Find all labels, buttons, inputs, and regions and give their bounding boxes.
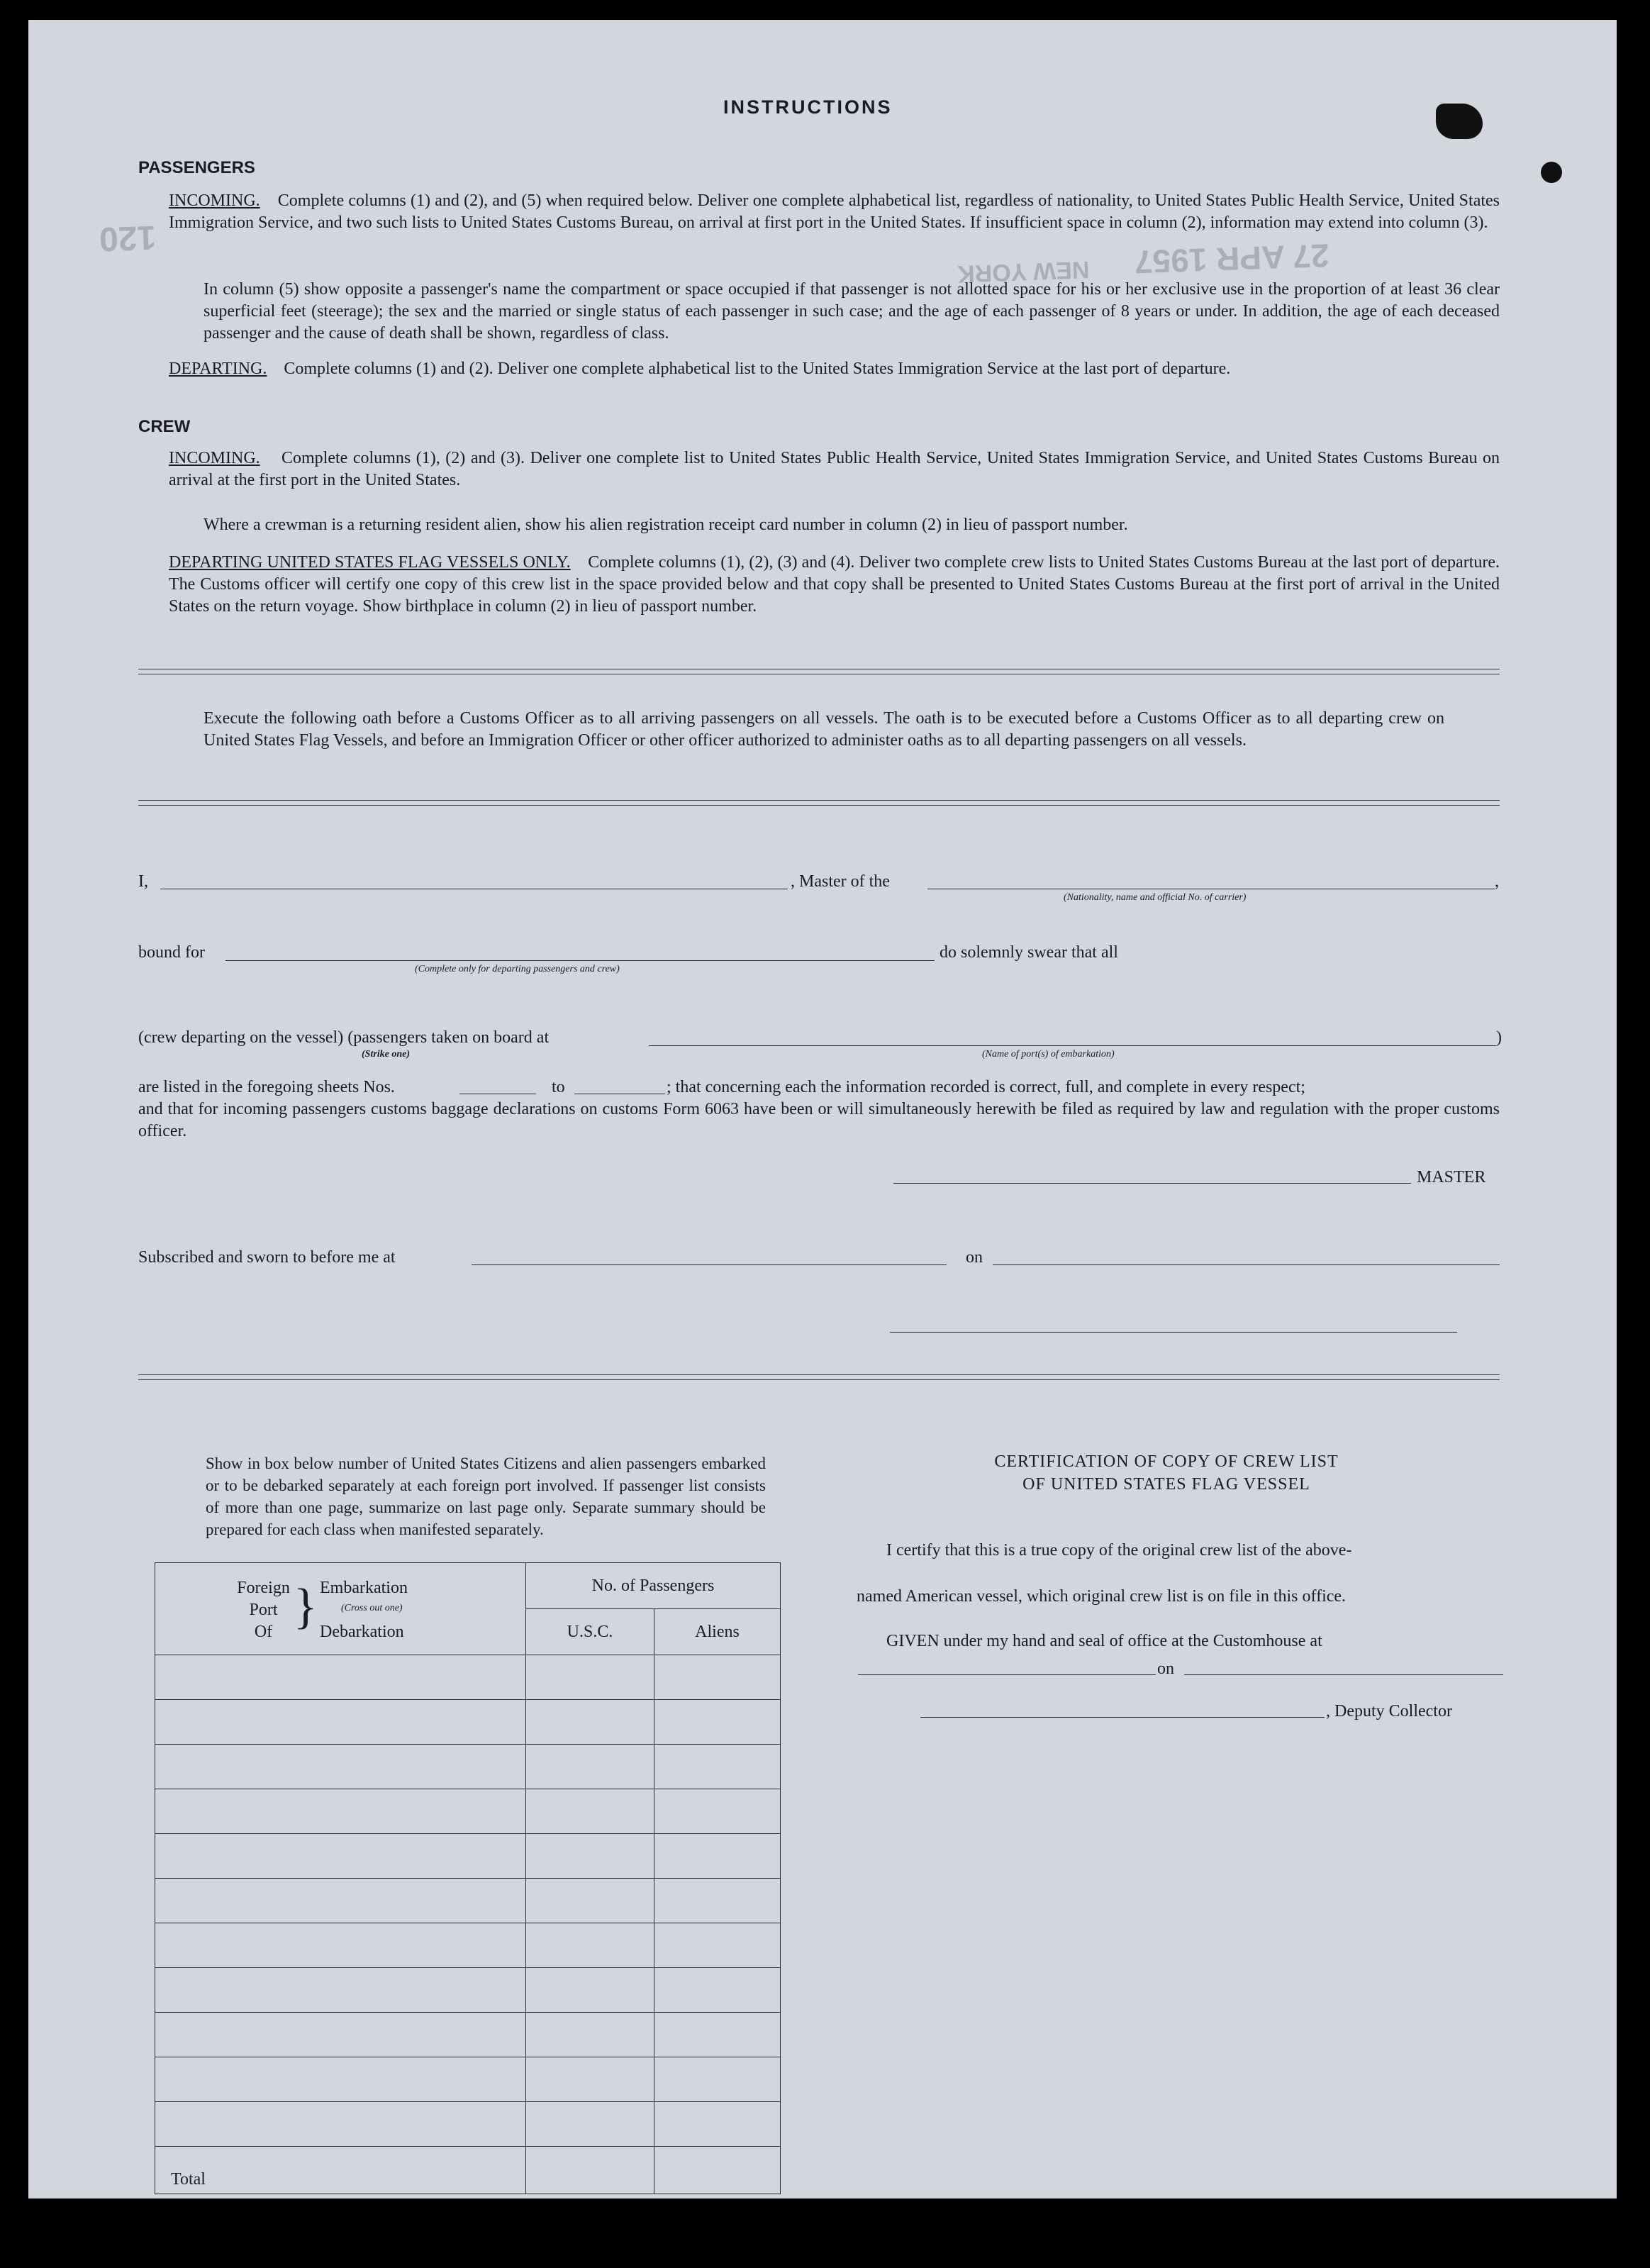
divider bbox=[138, 669, 1500, 674]
aliens-cell[interactable] bbox=[654, 1655, 781, 1700]
listed-label: are listed in the foregoing sheets Nos. bbox=[138, 1078, 395, 1096]
crew-departing-label: DEPARTING UNITED STATES FLAG VESSELS ONLY. bbox=[169, 553, 571, 572]
bound-for-label: bound for bbox=[138, 943, 205, 962]
aliens-cell[interactable] bbox=[654, 2102, 781, 2147]
divider bbox=[138, 1374, 1500, 1380]
aliens-header: Aliens bbox=[654, 1609, 781, 1655]
aliens-cell[interactable] bbox=[654, 1789, 781, 1834]
passengers-column5-paragraph: In column (5) show opposite a passenger's name the compartment or space occupied if that passenger is not allotted space for his or her exclusive use in the proportion of at least 36 clear superficial feet (steerage); the sex and the married or single status of each passenger in such case; and the age of each passenger of 8 years or under. In addition, the age of each deceased passenger and the cause of death shall be shown, regardless of class. bbox=[204, 280, 1500, 343]
embarkation-port-field[interactable] bbox=[649, 1045, 1496, 1046]
crew-departing-text: Complete columns (1), (2), (3) and (4). Deliver two complete crew lists to United States Customs Bureau at the last port of departure. The Customs officer will certify one copy of this crew list in the space provided below and that copy shall be presented to United States Customs Bureau at the first port of arrival in the United States on the return voyage. Show birthplace in column (2) in lieu of passport number. bbox=[169, 553, 1500, 616]
embarkation-label: Embarkation bbox=[320, 1579, 408, 1597]
passenger-summary-table bbox=[155, 1562, 781, 2194]
carrier-hint: (Nationality, name and official No. of carrier) bbox=[1064, 892, 1247, 903]
port-cell[interactable] bbox=[155, 2057, 526, 2102]
swear-label: do solemnly swear that all bbox=[940, 943, 1118, 962]
sworn-date-field[interactable] bbox=[993, 1264, 1500, 1265]
usc-cell[interactable] bbox=[526, 1745, 654, 1789]
port-header-cell bbox=[155, 1563, 526, 1655]
usc-cell[interactable] bbox=[526, 2102, 654, 2147]
of-word: Of bbox=[254, 1623, 273, 1641]
brace: } bbox=[294, 1579, 318, 1634]
ghost-stamp-date: 27 APR 1957 bbox=[1134, 237, 1330, 281]
ghost-page-number: 120 bbox=[99, 218, 157, 258]
aliens-cell[interactable] bbox=[654, 1745, 781, 1789]
ink-blot bbox=[1436, 104, 1483, 139]
customhouse-field[interactable] bbox=[858, 1674, 1156, 1675]
master-of-label: , Master of the bbox=[791, 872, 890, 891]
oath-i-label: I, bbox=[138, 872, 148, 891]
certify-line-2: named American vessel, which original crew list is on file in this office. bbox=[857, 1587, 1347, 1606]
usc-header: U.S.C. bbox=[526, 1609, 654, 1655]
port-cell[interactable] bbox=[155, 1655, 526, 1700]
aliens-cell[interactable] bbox=[654, 1879, 781, 1923]
aliens-cell[interactable] bbox=[654, 2013, 781, 2057]
correct-statement: ; that concerning each the information recorded is correct, full, and complete in every respect; bbox=[667, 1078, 1305, 1096]
to-label: to bbox=[552, 1078, 565, 1096]
certify-date-field[interactable] bbox=[1184, 1674, 1503, 1675]
aliens-cell[interactable] bbox=[654, 1968, 781, 2013]
deputy-collector-field[interactable] bbox=[920, 1717, 1325, 1718]
port-cell[interactable] bbox=[155, 2013, 526, 2057]
port-cell[interactable] bbox=[155, 1923, 526, 1968]
foreign-port-label bbox=[233, 1577, 294, 1643]
no-of-passengers-header: No. of Passengers bbox=[526, 1563, 781, 1609]
given-line: GIVEN under my hand and seal of office at the Customhouse at bbox=[886, 1632, 1322, 1650]
port-cell[interactable] bbox=[155, 1879, 526, 1923]
port-cell[interactable] bbox=[155, 1700, 526, 1745]
aliens-cell[interactable] bbox=[654, 1923, 781, 1968]
strike-one-hint: (Strike one) bbox=[362, 1049, 411, 1060]
passengers-departing-paragraph bbox=[169, 358, 1500, 380]
port-cell[interactable] bbox=[155, 1745, 526, 1789]
sworn-on-label: on bbox=[966, 1248, 983, 1267]
document-page: 27 APR 1957 NEW YORK 120 INSTRUCTIONS PASSENGERS INCOMING. Complete columns (1) and (2), and (5) when required below. Deliver one complete alphabetical list, regardless of nationality, to United States Public Health Service, United States Immigration Service, and two such lists to United States Customs Bureau, on arrival at first port in the United States. If insufficient space in column (2), information may extend into column (3). In column (5) show opposite a passenger's name the compartment or space occupied if that passenger is not allotted space for his or her exclusive use in the proportion of at least 36 clear superficial feet (steerage); the sex and the married or single status of each passenger in such case; and the age of each passenger of 8 years or under. In addition, the age of each deceased passenger and the cause of death shall be shown, regardless of class. DEPARTING. Complete columns (1) and (2). Deliver one complete alphabetical list to the United States Immigration Service at the last port of departure. CREW INCOMING. Complete columns (1), (2) and (3). Deliver one complete list to United States Public Health Service, United States Immigration Service, and United States Customs Bureau on arrival at the first port in the United States. Where a crewman is a returning resident alien, show his alien registration receipt card number in column (2) in lieu of passport number. DEPARTING UNITED STATES FLAG VESSELS ONLY. Complete columns (1), (2), (3) and (4). Deliver two complete crew lists to United States Customs Bureau at the last port of departure. The Customs officer will certify one copy of this crew list in the space provided below and that copy shall be presented to United States Customs Bureau at the first port of arrival in the United States on the return voyage. Show birthplace in column (2) in lieu of passport number. Execute the following oath before a Customs Officer as to all arriving passengers on all vessels. The oath is to be executed before a Customs Officer as to all departing crew on United States Flag Vessels, and before an Immigration Officer or other officer authorized to administer oaths as to all departing passengers on all vessels. I, , Master of the , (Nationality, name and official No. of carrier) bound for do solemnly swear that all (Complete only for departing passengers and crew) (crew departing on the vessel) (passengers taken on board at ) (Strike one) (Name of port(s) of embarkation) are listed in the foregoing sheets Nos. to ; that concerning each the information recorded is correct, full, and complete in every respect; and that for incoming passengers customs baggage declarations on customs Form 6063 have been or will simultaneously herewith be filed as required by law and regulation with the proper customs officer. MASTER Subscribed and sworn to before me at on Show in box below number of United States Citizens and alien passengers embarked or to be debarked separately at each foreign port involved. If passenger list consists of more than one page, summarize on last page only. Separate summary should be prepared for each class when manifested separately. Foreign Port Of } Embarkation (Cross out one) Debarkation No. of Passengers U.S.C. Aliens Total CERTIFICATION OF COPY OF CREW LIST OF UNITED STATES FLAG VESSEL I certify that this is a true copy of the original crew list of the above- named American vessel, which original crew list is on file in this office. GIVEN under my hand and seal of office at the Customhouse at on , Deputy Collector bbox=[28, 20, 1617, 2198]
usc-cell[interactable] bbox=[526, 1879, 654, 1923]
usc-cell[interactable] bbox=[526, 1923, 654, 1968]
passengers-incoming-label: INCOMING. bbox=[169, 191, 260, 210]
usc-cell[interactable] bbox=[526, 2057, 654, 2102]
ghost-stamp-city: NEW YORK bbox=[957, 255, 1091, 288]
foreign-word: Foreign bbox=[237, 1579, 290, 1597]
port-word: Port bbox=[249, 1601, 278, 1619]
summary-instructions: Show in box below number of United States Citizens and alien passengers embarked or to be debarked separately at each foreign port involved. If passenger list consists of more than one page, summarize on last page only. Separate summary should be prepared for each class when manifested separately. bbox=[206, 1455, 766, 1538]
aliens-cell[interactable] bbox=[654, 2057, 781, 2102]
usc-cell[interactable] bbox=[526, 1655, 654, 1700]
total-label: Total bbox=[155, 2147, 526, 2194]
port-cell[interactable] bbox=[155, 2102, 526, 2147]
baggage-statement: and that for incoming passengers customs baggage declarations on customs Form 6063 have been or will simultaneously herewith be filed as required by law and regulation with the proper customs officer. bbox=[138, 1100, 1500, 1140]
bound-for-field[interactable] bbox=[225, 960, 935, 961]
deputy-collector-label: , Deputy Collector bbox=[1326, 1702, 1452, 1721]
port-cell[interactable] bbox=[155, 1968, 526, 2013]
usc-total-cell[interactable] bbox=[526, 2147, 654, 2194]
usc-cell[interactable] bbox=[526, 1834, 654, 1879]
page-title: INSTRUCTIONS bbox=[723, 96, 893, 118]
bound-hint: (Complete only for departing passengers and crew) bbox=[415, 964, 620, 974]
certify-on-label: on bbox=[1157, 1660, 1174, 1678]
aliens-cell[interactable] bbox=[654, 1700, 781, 1745]
certification-title-2: OF UNITED STATES FLAG VESSEL bbox=[1022, 1475, 1310, 1494]
aliens-cell[interactable] bbox=[654, 1834, 781, 1879]
passengers-departing-text: Complete columns (1) and (2). Deliver one complete alphabetical list to the United States Immigration Service at the last port of departure. bbox=[284, 360, 1231, 378]
punch-hole bbox=[1541, 162, 1562, 183]
usc-cell[interactable] bbox=[526, 2013, 654, 2057]
subscribed-label: Subscribed and sworn to before me at bbox=[138, 1248, 396, 1267]
crew-departing-paragraph bbox=[169, 552, 1500, 618]
debarkation-label: Debarkation bbox=[320, 1623, 404, 1641]
master-label: MASTER bbox=[1417, 1168, 1486, 1186]
passengers-departing-label: DEPARTING. bbox=[169, 360, 267, 378]
passengers-incoming-paragraph bbox=[169, 190, 1500, 234]
port-cell[interactable] bbox=[155, 1834, 526, 1879]
close-paren: ) bbox=[1496, 1028, 1502, 1047]
crew-heading: CREW bbox=[138, 417, 191, 436]
usc-cell[interactable] bbox=[526, 1789, 654, 1834]
passengers-incoming-text: Complete columns (1) and (2), and (5) when required below. Deliver one complete alphabetical list, regardless of nationality, to United States Public Health Service, United States Immigration Service, and two such lists to United States Customs Bureau, on arrival at first port in the United States. If insufficient space in column (2), information may extend into column (3). bbox=[169, 191, 1500, 232]
crew-departing-label: (crew departing on the vessel) (passengers taken on board at bbox=[138, 1028, 550, 1047]
embark-hint: (Name of port(s) of embarkation) bbox=[982, 1049, 1115, 1060]
certify-line-1: I certify that this is a true copy of the original crew list of the above- bbox=[886, 1541, 1352, 1560]
crew-alien-paragraph: Where a crewman is a returning resident alien, show his alien registration receipt card number in column (2) in lieu of passport number. bbox=[204, 516, 1128, 534]
crew-incoming-paragraph bbox=[169, 448, 1500, 491]
certification-title-1: CERTIFICATION OF COPY OF CREW LIST bbox=[994, 1452, 1339, 1471]
officer-signature-field[interactable] bbox=[890, 1332, 1457, 1333]
oath-instructions: Execute the following oath before a Customs Officer as to all arriving passengers on all vessels. The oath is to be executed before a Customs Officer as to all departing crew on United States Flag Vessels, and before an Immigration Officer or other officer authorized to administer oaths as to all departing passengers on all vessels. bbox=[204, 709, 1444, 750]
port-cell[interactable] bbox=[155, 1789, 526, 1834]
usc-cell[interactable] bbox=[526, 1700, 654, 1745]
divider bbox=[138, 800, 1500, 806]
cross-out-hint: (Cross out one) bbox=[341, 1603, 403, 1613]
sworn-place-field[interactable] bbox=[472, 1264, 947, 1265]
master-signature-field[interactable] bbox=[893, 1183, 1411, 1184]
crew-incoming-label: INCOMING. bbox=[169, 449, 260, 467]
crew-incoming-text: Complete columns (1), (2) and (3). Deliver one complete list to United States Public Health Service, United States Immigration Service, and United States Customs Bureau on arrival at the first port in the United States. bbox=[169, 449, 1500, 489]
usc-cell[interactable] bbox=[526, 1968, 654, 2013]
aliens-total-cell[interactable] bbox=[654, 2147, 781, 2194]
passengers-heading: PASSENGERS bbox=[138, 158, 255, 177]
